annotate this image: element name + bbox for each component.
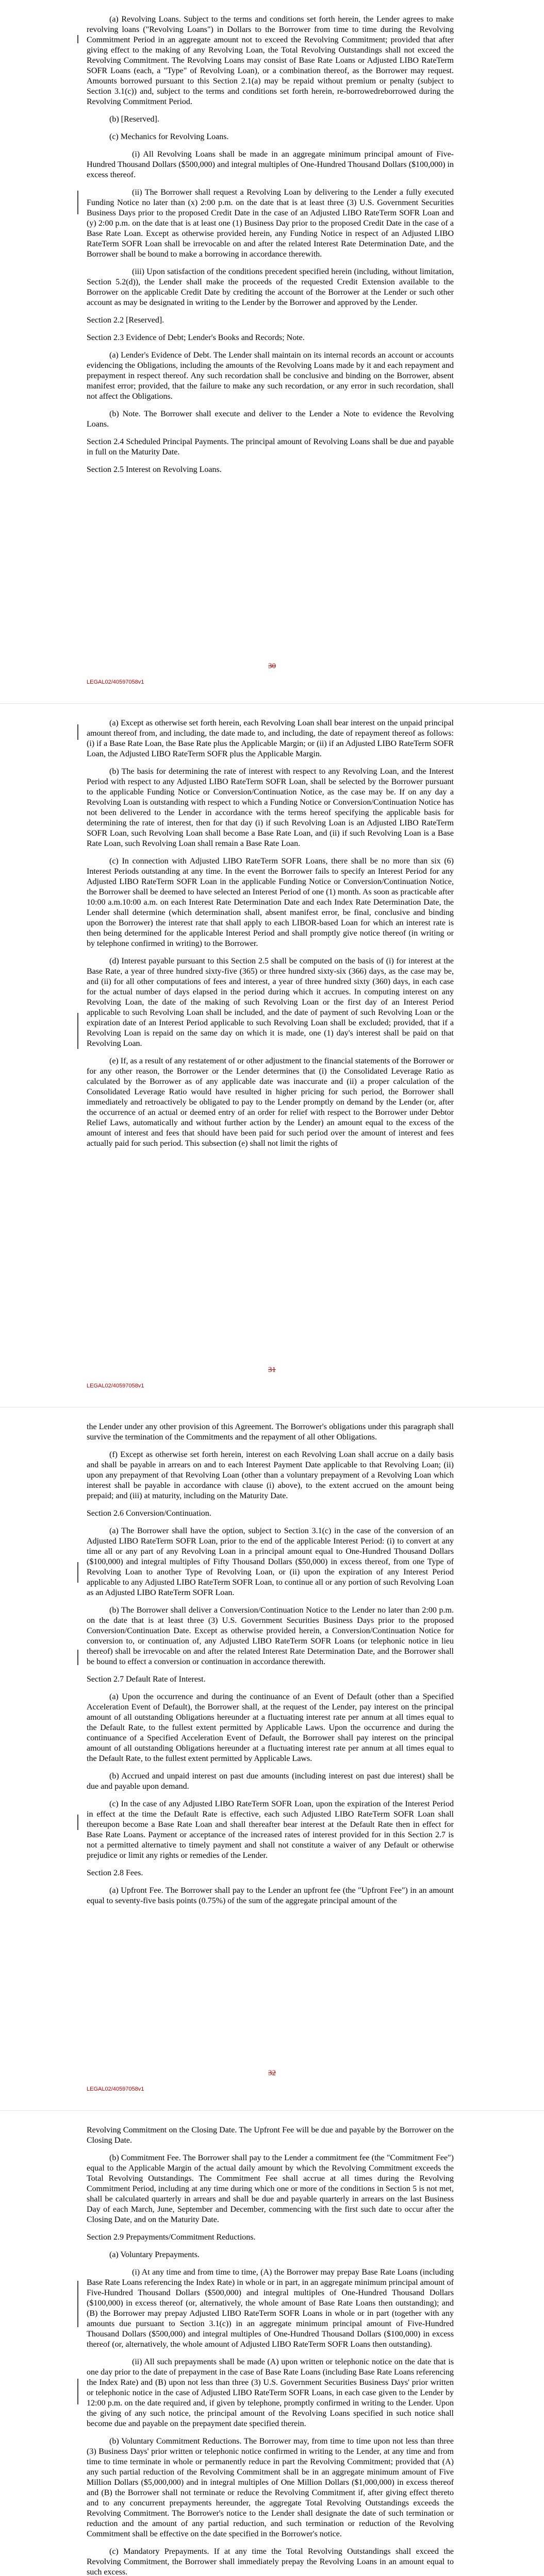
paragraph: Revolving Commitment on the Closing Date. The Upfront Fee will be due and payable by the Borrower on the Closing Date.	[87, 2126, 454, 2145]
section-heading: Section 2.2 [Reserved].	[87, 316, 164, 325]
page-33	[0, 2111, 544, 2576]
document-id: LEGAL02/40597058v1	[87, 1383, 144, 1389]
document-id: LEGAL02/40597058v1	[87, 2086, 144, 2092]
paragraph: (a) Except as otherwise set forth herein, each Revolving Loan shall bear interest on the unpaid principal amount thereof from, and including, the date made to, and including, the date of repayment thereof as follows: (i) if a Base Rate Loan, the Base Rate plus the Applicable Margin; or (ii) if an Adjusted LIBO RateTerm SOFR Loan, the Adjusted LIBO RateTerm SOFR plus the Applicable Margin.	[87, 719, 454, 758]
paragraph: (iii) Upon satisfaction of the conditions precedent specified herein (including, without limitation, Section 5.2(d)), the Lender shall make the proceeds of the requested Credit Extension available to the Borrower on the applicable Credit Date by crediting the account of the Borrower at the Lender or such other account as may be designated in writing to the Lender by the Borrower and approved by the Lender.	[87, 267, 454, 307]
page-number: 30	[268, 662, 276, 670]
page-30-body	[87, 14, 454, 482]
section-heading: Section 2.4 Scheduled Principal Payments. The principal amount of Revolving Loans shall be due and payable in full on the Maturity Date.	[87, 437, 454, 456]
change-bar	[77, 2281, 78, 2327]
paragraph: (b) Note. The Borrower shall execute and deliver to the Lender a Note to evidence the Revolving Loans.	[87, 410, 454, 429]
paragraph: (b) The Borrower shall deliver a Conversion/Continuation Notice to the Lender no later than 2:00 p.m. on the date that is at least three (3) U.S. Government Securities Business Days prior to the proposed Conversion/Continuation Date. Except as otherwise provided herein, a Conversion/Continuation Notice for conversion to, or continuation of, any Adjusted LIBO RateTerm SOFR Loans (or telephonic notice in lieu thereof) shall be irrevocable on and after the related Interest Rate Determination Date, and the Borrower shall be bound to effect a conversion or continuation in accordance therewith.	[87, 1606, 454, 1666]
paragraph: (a) Upon the occurrence and during the continuance of an Event of Default (other than a Specified Acceleration Event of Default), the Borrower shall, at the request of the Lender, pay interest on the principal amount of all outstanding Obligations hereunder at a fluctuating interest rate per annum at all times equal to the Default Rate, to the fullest extent permitted by Applicable Laws. Upon the occurrence and during the continuance of a Specified Acceleration Event of Default, the Borrower shall pay interest on the principal amount of all outstanding Obligations hereunder at a fluctuating interest rate per annum at all times equal to the Default Rate, to the fullest extent permitted by Applicable Laws.	[87, 1692, 454, 1763]
paragraph: (a) Voluntary Prepayments.	[109, 2250, 200, 2259]
page-number: 31	[268, 1366, 276, 1374]
change-bar	[77, 1562, 78, 1583]
page-30	[0, 0, 544, 703]
paragraph: (c) Mandatory Prepayments. If at any time the Total Revolving Outstandings shall exceed the Revolving Commitment, the Borrower shall immediately prepay the Revolving Loans in an amount equal to such excess.	[87, 2547, 454, 2576]
paragraph: (i) At any time and from time to time, (A) the Borrower may prepay Base Rate Loans (including Base Rate Loans referencing the Index Rate) in whole or in part, in an aggregate minimum principal amount of Five-Hundred Thousand Dollars ($500,000) and integral multiples of One-Hundred Thousand Dollars ($100,000) in excess thereof (or, alternatively, the whole amount of Base Rate Loans then outstanding); and (B) the Borrower may prepay Adjusted LIBO RateTerm SOFR Loans in whole or in part (together with any amounts due pursuant to Section 3.1(c)) in an aggregate minimum principal amount of Five-Hundred Thousand Dollars ($500,000) and integral multiples of One-Hundred Thousand Dollars ($100,000) in excess thereof (or, alternatively, the whole amount of Adjusted LIBO RateTerm SOFR Loans then outstanding).	[87, 2268, 454, 2349]
page-31-body	[87, 718, 454, 1156]
paragraph: (b) Voluntary Commitment Reductions. The Borrower may, from time to time upon not less than three (3) Business Days' prior written or telephonic notice confirmed in writing to the Lender, at any time and from time to time terminate in whole or permanently reduce in part the Revolving Commitment; provided that (A) any such partial reduction of the Revolving Commitment shall be in an aggregate minimum amount of Five Million Dollars ($5,000,000) and in integral multiples of One Million Dollars ($1,000,000) in excess thereof and (B) the Borrower shall not terminate or reduce the Revolving Commitment if, after giving effect thereto and to any concurrent prepayments hereunder, the aggregate Total Revolving Outstandings exceeds the Revolving Commitment. The Borrower's notice to the Lender shall designate the date of such termination or reduction and the amount of any partial reduction, and such termination or reduction of the Revolving Commitment shall be effective on the date specified in the Borrower's notice.	[87, 2437, 454, 2538]
paragraph: (a) The Borrower shall have the option, subject to Section 3.1(c) in the case of the conversion of an Adjusted LIBO RateTerm SOFR Loan, prior to the end of the applicable Interest Period: (i) to convert at any time all or any part of any Revolving Loan in a principal amount equal to One-Hundred Thousand Dollars ($100,000) and integral multiples of Fifty Thousand Dollars ($50,000) in excess thereof, from one Type of Revolving Loan to another Type of Revolving Loan, or (ii) upon the expiration of any Interest Period applicable to any Adjusted LIBO RateTerm SOFR Loan, to continue all or any portion of such Revolving Loan as an Adjusted LIBO RateTerm SOFR Loan.	[87, 1527, 454, 1597]
page-33-body	[87, 2125, 454, 2576]
section-heading: Section 2.8 Fees.	[87, 1869, 143, 1877]
paragraph: (e) If, as a result of any restatement of or other adjustment to the financial statements of the Borrower or for any other reason, the Borrower or the Lender determines that (i) the Consolidated Leverage Ratio as calculated by the Borrower as of any applicable date was inaccurate and (ii) a proper calculation of the Consolidated Leverage Ratio would have resulted in higher pricing for such period, the Borrower shall immediately and retroactively be obligated to pay to the Lender promptly on demand by the Lender (or, after the occurrence of an actual or deemed entry of an order for relief with respect to the Borrower under Debtor Relief Laws, automatically and without further action by the Lender) an amount equal to the excess of the amount of interest and fees that should have been paid for such period over the amount of interest and fees actually paid for such period. This subsection (e) shall not limit the rights of	[87, 1057, 454, 1148]
section-heading: Section 2.3 Evidence of Debt; Lender's Books and Records; Note.	[87, 333, 305, 342]
paragraph: (c) Mechanics for Revolving Loans.	[109, 132, 229, 141]
section-heading: Section 2.6 Conversion/Continuation.	[87, 1509, 211, 1518]
page-32-body	[87, 1422, 454, 1913]
page-31	[0, 704, 544, 1407]
change-bar	[77, 1650, 78, 1665]
section-heading: Section 2.5 Interest on Revolving Loans.	[87, 465, 222, 474]
paragraph: (b) Accrued and unpaid interest on past due amounts (including interest on past due interest) shall be due and payable upon demand.	[87, 1772, 454, 1791]
change-bar	[77, 1013, 78, 1049]
section-heading: Section 2.7 Default Rate of Interest.	[87, 1675, 206, 1684]
change-bar	[77, 2379, 78, 2404]
document-id: LEGAL02/40597058v1	[87, 679, 144, 685]
paragraph: (a) Revolving Loans. Subject to the terms and conditions set forth herein, the Lender agrees to make revolving loans ("Revolving Loans") in Dollars to the Borrower from time to time during the Revolving Commitment Period in an aggregate amount not to exceed the Revolving Commitment; provided that after giving effect to the making of any Revolving Loan, the Total Revolving Outstandings shall not exceed the Revolving Commitment. The Revolving Loans may consist of Base Rate Loans or Adjusted LIBO RateTerm SOFR Loans (each, a "Type" of Revolving Loan), or a combination thereof, as the Borrower may request. Amounts borrowed pursuant to this Section 2.1(a) may be repaid without premium or penalty (subject to Section 3.1(c)) and, subject to the terms and conditions set forth herein, re-borrowedreborrowed during the Revolving Commitment Period.	[87, 15, 454, 106]
section-heading: Section 2.9 Prepayments/Commitment Reductions.	[87, 2233, 256, 2242]
paragraph: (b) Commitment Fee. The Borrower shall pay to the Lender a commitment fee (the "Commitment Fee") equal to the Applicable Margin of the actual daily amount by which the Revolving Commitment exceeds the Total Revolving Outstandings. The Commitment Fee shall accrue at all times during the Revolving Commitment Period, including at any time during which one or more of the conditions in Section 5 is not met, shall be calculated quarterly in arrears and shall be due and payable quarterly in arrears on the last Business Day of each March, June, September and December, commencing with the first such date to occur after the Closing Date, and on the Maturity Date.	[87, 2154, 454, 2224]
paragraph: (ii) The Borrower shall request a Revolving Loan by delivering to the Lender a fully executed Funding Notice no later than (x) 2:00 p.m. on the date that is at least three (3) U.S. Government Securities Business Days prior to the proposed Credit Date in the case of an Adjusted LIBO RateTerm SOFR Loan and (y) 2:00 p.m. on the date that is at least one (1) Business Day prior to the proposed Credit Date in the case of a Base Rate Loan. Except as otherwise provided herein, any Funding Notice in respect of an Adjusted LIBO RateTerm SOFR Loan shall be irrevocable on and after the related Interest Rate Determination Date, and the Borrower shall be bound to make a borrowing in accordance therewith.	[87, 188, 454, 259]
paragraph: (d) Interest payable pursuant to this Section 2.5 shall be computed on the basis of (i) for interest at the Base Rate, a year of three hundred sixty-five (365) or three hundred sixty-six (366) days, as the case may be, and (ii) for all other computations of fees and interest, a year of three hundred sixty (360) days, in each case for the actual number of days elapsed in the period during which it accrues. In computing interest on any Revolving Loan, the date of the making of such Revolving Loan or the first day of an Interest Period applicable to such Revolving Loan shall be included, and the date of payment of such Revolving Loan or the expiration date of an Interest Period applicable to such Revolving Loan shall be excluded; provided, that if a Revolving Loan is repaid on the same day on which it is made, one (1) day's interest shall be paid on that Revolving Loan.	[87, 957, 454, 1048]
paragraph: (c) In the case of any Adjusted LIBO RateTerm SOFR Loan, upon the expiration of the Interest Period in effect at the time the Default Rate is effective, each such Adjusted LIBO RateTerm SOFR Loan shall thereupon become a Base Rate Loan and shall thereafter bear interest at the Default Rate then in effect for Base Rate Loans. Payment or acceptance of the increased rates of interest provided for in this Section 2.7 is not a permitted alternative to timely payment and shall not constitute a waiver of any Default or otherwise prejudice or limit any rights or remedies of the Lender.	[87, 1800, 454, 1860]
paragraph: (a) Lender's Evidence of Debt. The Lender shall maintain on its internal records an account or accounts evidencing the Obligations, including the amounts of the Revolving Loans made by it and each repayment and prepayment in respect thereof. Any such recordation shall be conclusive and binding on the Borrower, absent manifest error; provided, that the failure to make any such recordation, or any error in such recordation, shall not affect the Obligations.	[87, 351, 454, 401]
change-bar	[77, 35, 78, 43]
page-number: 32	[268, 2069, 276, 2077]
change-bar	[77, 724, 78, 740]
paragraph: (c) In connection with Adjusted LIBO RateTerm SOFR Loans, there shall be no more than six (6) Interest Periods outstanding at any time. In the event the Borrower fails to specify an Interest Period for any Adjusted LIBO RateTerm SOFR Loan in the applicable Funding Notice or Conversion/Continuation Notice, the Borrower shall be deemed to have selected an Interest Period of one (1) month. As soon as practicable after 10:00 a.m.10:00 a.m. on each Interest Rate Determination Date and each Index Rate Determination Date, the Lender shall determine (which determination shall, absent manifest error, be final, conclusive and binding upon the Borrower) the interest rate that shall apply to each LIBOR-based Loan for which an interest rate is then being determined for the applicable Interest Period and shall promptly give notice thereof (in writing or by telephone confirmed in writing) to the Borrower.	[87, 857, 454, 948]
page-32	[0, 1408, 544, 2110]
paragraph: the Lender under any other provision of this Agreement. The Borrower's obligations under this paragraph shall survive the termination of the Commitments and the repayment of all other Obligations.	[87, 1422, 454, 1442]
paragraph: (ii) All such prepayments shall be made (A) upon written or telephonic notice on the date that is one day prior to the date of prepayment in the case of Base Rate Loans (including Base Rate Loans referencing the Index Rate) and (B) upon not less than three (3) U.S. Government Securities Business Days' prior written or telephonic notice in the case of Adjusted LIBO RateTerm SOFR Loans, in each case given to the Lender by 12:00 p.m. on the date required and, if given by telephone, promptly confirmed in writing to the Lender. Upon the giving of any such notice, the principal amount of the Revolving Loans specified in such notice shall become due and payable on the prepayment date specified therein.	[87, 2358, 454, 2428]
paragraph: (i) All Revolving Loans shall be made in an aggregate minimum principal amount of Five-Hundred Thousand Dollars ($500,000) and integral multiples of One-Hundred Thousand Dollars ($100,000) in excess thereof.	[87, 150, 454, 179]
paragraph: (a) Upfront Fee. The Borrower shall pay to the Lender an upfront fee (the "Upfront Fee") in an amount equal to seventy-five basis points (0.75%) of the sum of the aggregate principal amount of the	[87, 1886, 454, 1905]
change-bar	[77, 191, 78, 214]
change-bar	[77, 1815, 78, 1830]
paragraph: (b) The basis for determining the rate of interest with respect to any Revolving Loan, and the Interest Period with respect to any Adjusted LIBO RateTerm SOFR Loan, shall be selected by the Borrower pursuant to the applicable Funding Notice or Conversion/Continuation Notice, as the case may be. If on any day a Revolving Loan is outstanding with respect to which a Funding Notice or Conversion/Continuation Notice has not been delivered to the Lender in accordance with the terms hereof specifying the applicable basis for determining the rate of interest, then for that day (i) if such Revolving Loan is an Adjusted LIBO RateTerm SOFR Loan, such Revolving Loan shall become a Base Rate Loan, and (ii) if such Revolving Loan is a Base Rate Loan, such Revolving Loan shall remain a Base Rate Loan.	[87, 767, 454, 848]
paragraph: (b) [Reserved].	[109, 115, 159, 124]
paragraph: (f) Except as otherwise set forth herein, interest on each Revolving Loan shall accrue on a daily basis and shall be payable in arrears on and to each Interest Payment Date applicable to that Revolving Loan; (ii) upon any prepayment of that Revolving Loan (other than a voluntary prepayment of a Revolving Loan which interest shall be payable in accordance with clause (i) above), to the extent accrued on the amount being prepaid; and (iii) at maturity, including on the Maturity Date.	[87, 1450, 454, 1500]
